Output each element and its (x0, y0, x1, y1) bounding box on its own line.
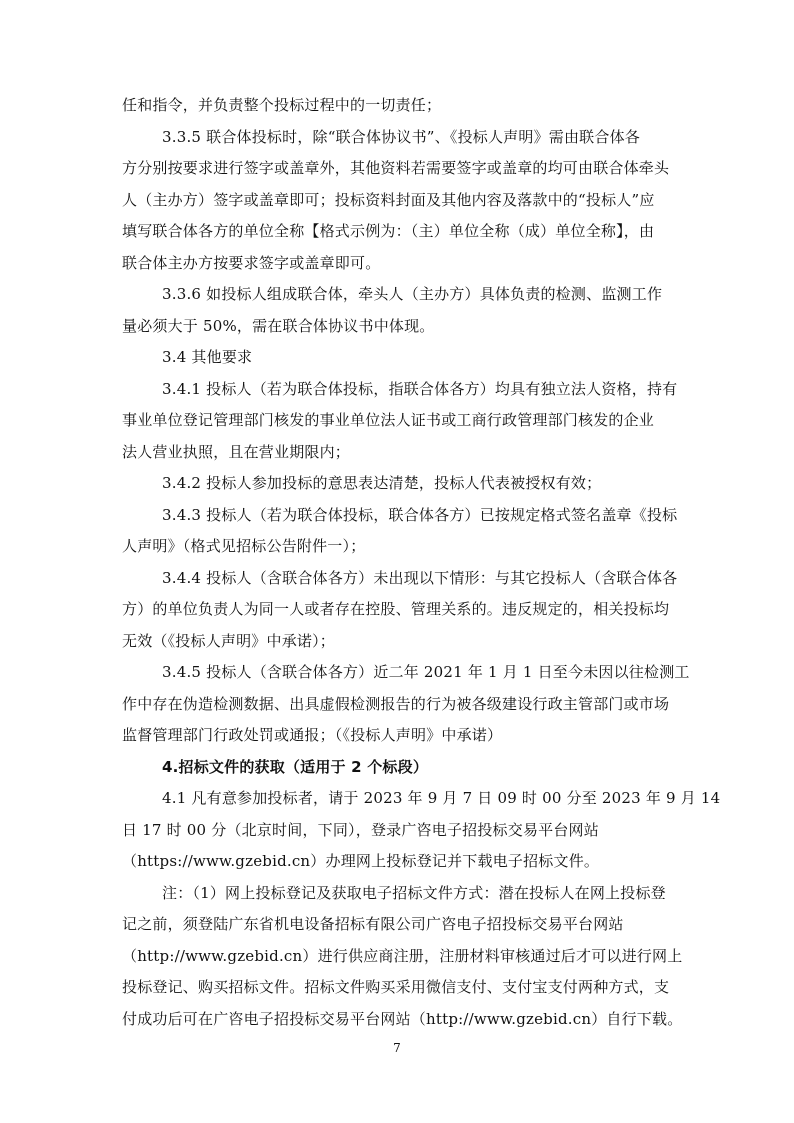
text-line: 法人营业执照，且在营业期限内； (122, 443, 351, 461)
text-line: 3.4.3 投标人（若为联合体投标，联合体各方）已按规定格式签名盖章《投标 (162, 506, 678, 524)
text-line: 监督管理部门行政处罚或通报；（《投标人声明》中承诺） (122, 726, 503, 744)
text-line: 人（主办方）签字或盖章即可；投标资料封面及其他内容及落款中的“投标人”应 (122, 191, 655, 209)
text-line: 3.4.5 投标人（含联合体各方）近二年 2021 年 1 月 1 日至今未因以往检测工 (162, 663, 690, 681)
text-line: 注：（1）网上投标登记及获取电子招标文件方式：潜在投标人在网上投标登 (162, 884, 666, 902)
text-line: （https://www.gzebid.cn）办理网上投标登记并下载电子招标文件。 (122, 852, 600, 870)
text-line: 日 17 时 00 分（北京时间，下同），登录广咨电子招投标交易平台网站 (122, 821, 599, 839)
text-line: 3.4.1 投标人（若为联合体投标，指联合体各方）均具有独立法人资格，持有 (162, 380, 678, 398)
text-line: 事业单位登记管理部门核发的事业单位法人证书或工商行政管理部门核发的企业 (122, 411, 655, 429)
text-line: 方分别按要求进行签字或盖章外，其他资料若需要签字或盖章的均可由联合体牵头 (122, 159, 670, 177)
text-line: 填写联合体各方的单位全称【格式示例为：（主）单位全称（成）单位全称】，由 (122, 222, 655, 240)
text-line: 3.3.6 如投标人组成联合体，牵头人（主办方）具体负责的检测、监测工作 (162, 285, 663, 303)
text-line: 人声明》（格式见招标公告附件一）； (122, 537, 366, 555)
page-number: 7 (393, 1041, 401, 1055)
text-line: 3.3.5 联合体投标时，除“联合体协议书”、《投标人声明》需由联合体各 (162, 128, 640, 146)
section-heading-bold: 4.招标文件的获取（适用于 2 个标段） (162, 758, 429, 776)
text-line: 联合体主办方按要求签字或盖章即可。 (122, 254, 381, 272)
text-line: 投标登记、购买招标文件。招标文件购买采用微信支付、支付宝支付两种方式，支 (122, 978, 670, 996)
text-line: 3.4.4 投标人（含联合体各方）未出现以下情形：与其它投标人（含联合体各 (162, 569, 678, 587)
text-line: 4.1 凡有意参加投标者，请于 2023 年 9 月 7 日 09 时 00 分至 2023 年 9 月 14 (162, 789, 721, 807)
text-line: 方）的单位负责人为同一人或者存在控股、管理关系的。违反规定的，相关投标均 (122, 600, 670, 618)
text-line: 作中存在伪造检测数据、出具虚假检测报告的行为被各级建设行政主管部门或市场 (122, 695, 670, 713)
text-line: 无效（《投标人声明》中承诺）； (122, 632, 336, 650)
text-line: （http://www.gzebid.cn）进行供应商注册，注册材料审核通过后才可以进行网上 (122, 947, 683, 965)
text-line: 付成功后可在广咨电子招投标交易平台网站（http://www.gzebid.cn）自行下载。 (122, 1010, 683, 1028)
text-line: 记之前，须登陆广东省机电设备招标有限公司广咨电子招投标交易平台网站 (122, 915, 624, 933)
text-line: 量必须大于 50%，需在联合体协议书中体现。 (122, 317, 435, 335)
text-line: 3.4.2 投标人参加投标的意思表达清楚，投标人代表被授权有效； (162, 474, 602, 492)
section-heading: 3.4 其他要求 (162, 348, 253, 366)
text-line: 任和指令，并负责整个投标过程中的一切责任； (122, 96, 442, 114)
